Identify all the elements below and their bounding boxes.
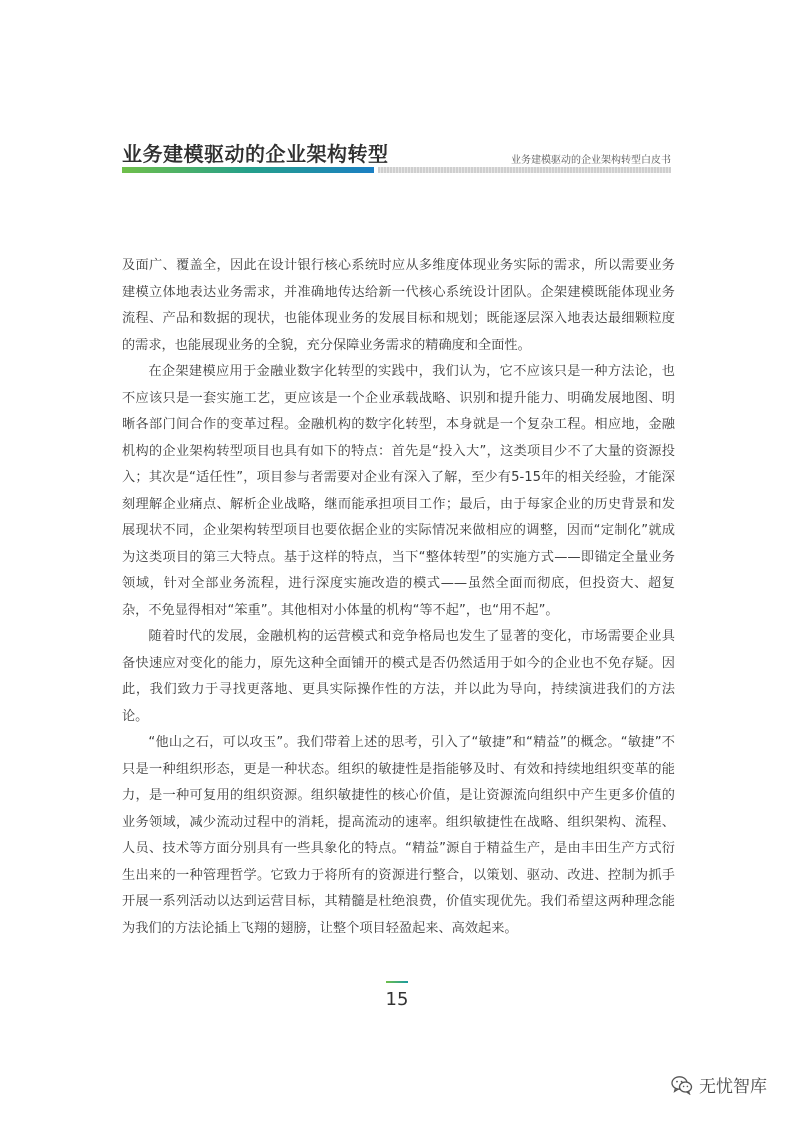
page-number: 15 xyxy=(385,989,409,1010)
page-header-subtitle: 业务建模驱动的企业架构转型白皮书 xyxy=(511,155,671,166)
header-divider-bar xyxy=(122,167,671,173)
body-text xyxy=(122,253,675,942)
header-bar-gradient xyxy=(122,167,374,173)
page-number-block xyxy=(380,981,414,1010)
page-number-accent-line xyxy=(386,981,408,983)
paragraph: “他山之石，可以攻玉”。我们带着上述的思考，引入了“敏捷”和“精益”的概念。“敏捷”不只是一种组织形态，更是一种状态。组织的敏捷性是指能够及时、有效和持续地组织变革的能力，是一种可复用的组织资源。组织敏捷性的核心价值，是让资源流向组织中产生更多价值的业务领域，减少流动过程中的消耗，提高流动的速率。组织敏捷性在战略、组织架构、流程、人员、技术等方面分别具有一些具象化的特点。“精益”源自于精益生产，是由丰田生产方式衍生出来的一种管理哲学。它致力于将所有的资源进行整合，以策划、驱动、改进、控制为抓手开展一系列活动以达到运营目标，其精髓是杜绝浪费，价值实现优先。我们希望这两种理念能为我们的方法论插上飞翔的翅膀，让整个项目轻盈起来、高效起来。 xyxy=(122,735,675,936)
paragraph: 在企架建模应用于金融业数字化转型的实践中，我们认为，它不应该只是一种方法论，也不应该只是一套实施工艺，更应该是一个企业承载战略、识别和提升能力、明确发展地图、明晰各部门间合作的变革过程。金融机构的数字化转型，本身就是一个复杂工程。相应地，金融机构的企业架构转型项目也具有如下的特点：首先是“投入大”，这类项目少不了大量的资源投入；其次是“适任性”，项目参与者需要对企业有深入了解，至少有5-15年的相关经验，才能深刻理解企业痛点、解析企业战略，继而能承担项目工作；最后，由于每家企业的历史背景和发展现状不同，企业架构转型项目也要依据企业的实际情况来做相应的调整，因而“定制化”就成为这类项目的第三大特点。基于这样的特点，当下“整体转型”的实施方式——即锚定全量业务领域，针对全部业务流程，进行深度实施改造的模式——虽然全面而彻底，但投资大、超复杂，不免显得相对“笨重”。其他相对小体量的机构“等不起”，也“用不起”。 xyxy=(122,364,675,618)
paragraph: 及面广、覆盖全，因此在设计银行核心系统时应从多维度体现业务实际的需求，所以需要业务建模立体地表达业务需求，并准确地传达给新一代核心系统设计团队。企架建模既能体现业务流程、产品和数据的现状，也能体现业务的发展目标和规划；既能逐层深入地表达最细颗粒度的需求，也能展现业务的全貌，充分保障业务需求的精确度和全面性。 xyxy=(122,258,675,353)
page-header-title: 业务建模驱动的企业架构转型 xyxy=(122,142,389,166)
watermark-text: 无忧智库 xyxy=(699,1077,767,1097)
watermark xyxy=(671,1072,767,1097)
wechat-icon xyxy=(671,1075,693,1095)
paragraph: 随着时代的发展，金融机构的运营模式和竞争格局也发生了显著的变化，市场需要企业具备快速应对变化的能力，原先这种全面铺开的模式是否仍然适用于如今的企业也不免存疑。因此，我们致力于寻找更落地、更具实际操作性的方法，并以此为导向，持续演进我们的方法论。 xyxy=(122,629,675,724)
header-bar-grey xyxy=(378,167,671,173)
